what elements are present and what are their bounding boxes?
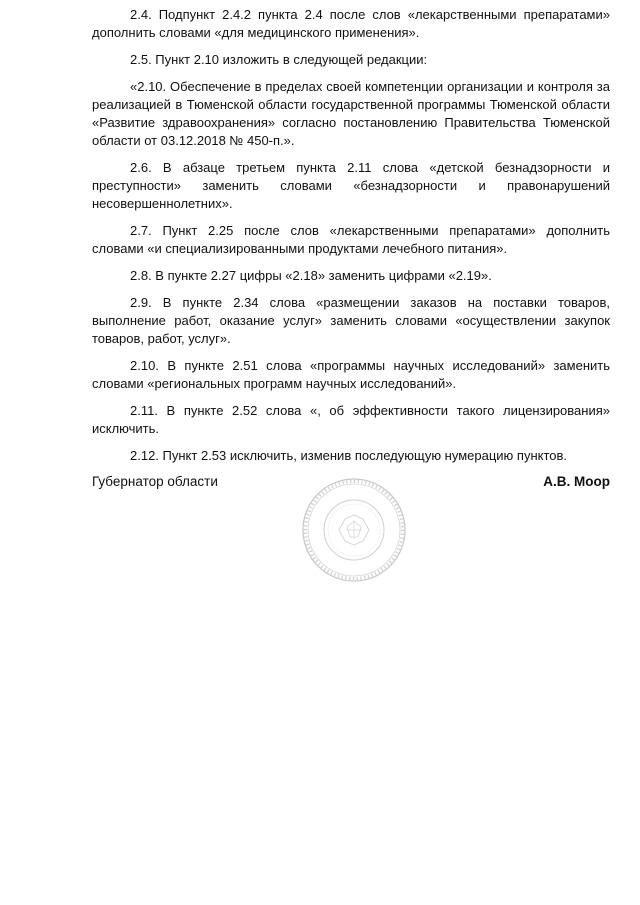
paragraph-2-4: 2.4. Подпункт 2.4.2 пункта 2.4 после слов «лекарственными препаратами» дополнить словами «для медицинского применения».: [92, 7, 610, 40]
official-seal-stamp: [301, 477, 407, 583]
signer-title: Губернатор области: [92, 474, 218, 489]
paragraph-2-8: 2.8. В пункте 2.27 цифры «2.18» заменить цифрами «2.19».: [130, 268, 492, 283]
paragraph-2-12: 2.12. Пункт 2.53 исключить, изменив последующую нумерацию пунктов.: [130, 448, 568, 463]
document-body: [92, 6, 610, 474]
paragraph-2-6: 2.6. В абзаце третьем пункта 2.11 слова «детской безнадзорности и преступности» заменить словами «безнадзорности и правонарушений несовершеннолетних».: [92, 160, 610, 211]
signer-name: А.В. Моор: [543, 474, 610, 489]
paragraph-2-9: 2.9. В пункте 2.34 слова «размещении заказов на поставки товаров, выполнение работ, оказание услуг» заменить словами «осуществлении закупок товаров, работ, услуг».: [92, 295, 610, 346]
paragraph-2-11: 2.11. В пункте 2.52 слова «, об эффективности такого лицензирования» исключить.: [92, 403, 610, 436]
paragraph-2-5: 2.5. Пункт 2.10 изложить в следующей редакции:: [130, 52, 428, 67]
paragraph-2-7: 2.7. Пункт 2.25 после слов «лекарственными препаратами» дополнить словами «и специализированными продуктами лечебного питания».: [92, 223, 610, 256]
paragraph-2-10-quote: «2.10. Обеспечение в пределах своей компетенции организации и контроля за реализацией в Тюменской области государственной программы Тюменской области «Развитие здравоохранения» согласно постановлению Правительства Тюменской области от 03.12.2018 № 450-п.».: [92, 79, 610, 148]
paragraph-2-10: 2.10. В пункте 2.51 слова «программы научных исследований» заменить словами «региональных программ научных исследований».: [92, 358, 610, 391]
